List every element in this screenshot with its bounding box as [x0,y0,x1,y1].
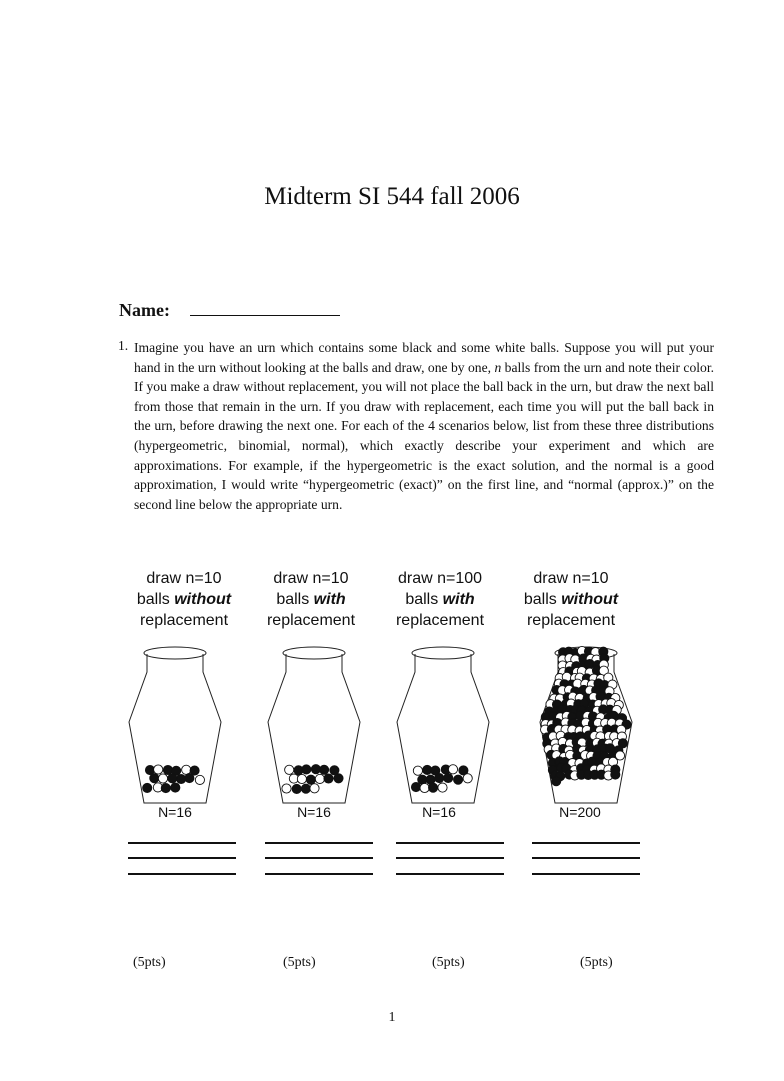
ball [177,774,186,783]
ball [315,774,324,783]
points-label: (5pts) [133,955,166,970]
ball [195,775,204,784]
ball [448,765,457,774]
ball [301,784,310,793]
ball [154,765,163,774]
scenario-line-3: replacement [139,612,229,629]
urn-2 [268,647,360,803]
ball [429,783,438,792]
question-text-part-1: Imagine you have an urn which contains some black and some white balls. Suppose you will put your hand in the urn without looking at the balls and draw, one by one, [134,340,714,375]
scenario-line-1: draw n=10 [533,570,609,587]
answer-line[interactable] [532,873,640,875]
scenario-line-2-emphasis: without [561,591,619,608]
scenario-line-3: replacement [526,612,616,629]
ball [444,773,453,782]
name-label: Name: [119,300,170,320]
ball [143,783,152,792]
urn-3 [397,647,489,803]
ball [310,784,319,793]
ball [150,774,159,783]
answer-line[interactable] [265,873,373,875]
urn-1 [129,647,221,803]
n-symbol: n [494,359,502,375]
points-label: (5pts) [432,955,465,970]
ball [158,774,167,783]
urn-size-label: N=200 [559,804,601,820]
ball [297,774,306,783]
scenario-line-2-emphasis: with [313,591,346,608]
scenario-line-2-prefix: balls [405,591,443,608]
urn-4 [540,646,632,803]
answer-line[interactable] [128,842,236,844]
ball [552,777,561,786]
ball [334,774,343,783]
page-number: 1 [388,1010,396,1025]
answer-line[interactable] [265,857,373,859]
ball [163,765,172,774]
ball [292,784,301,793]
ball [182,765,191,774]
ball [320,765,329,774]
ball [161,784,170,793]
scenario-line-3: replacement [395,612,485,629]
ball [306,775,315,784]
ball [302,765,311,774]
urn-size-label: N=16 [158,804,192,820]
ball [285,765,294,774]
ball [411,783,420,792]
scenario-line-1: draw n=10 [273,570,349,587]
scenario-line-1: draw n=10 [146,570,222,587]
points-label: (5pts) [283,955,316,970]
answer-line[interactable] [532,842,640,844]
scenario-line-1: draw n=100 [397,570,483,587]
urn-size-label: N=16 [297,804,331,820]
urn-size-label: N=16 [422,804,456,820]
scenario-line-3: replacement [266,612,356,629]
ball [282,784,291,793]
scenario-line-2-emphasis: without [174,591,232,608]
ball [438,783,447,792]
ball [420,783,429,792]
ball [171,783,180,792]
answer-line[interactable] [265,842,373,844]
question-text-part-2: balls from the urn and note their color. If you make a draw without replacement, you will not place the ball back in the urn, but draw the next ball from those that remain in the urn. If you draw with replacement, each time you will put the ball back in the urn, before drawing the next one. For each of the 4 scenarios below, list from these three distributions (hypergeometric, binomial, normal), which exactly describe your experiment and which are approximations. For example, if the hypergeometric is the exact solution, and the normal is a good approximation, I would write “hypergeometric (exact)” on the first line, and “normal (approx.)” on the second line below the appropriate urn. [134,359,715,512]
ball [324,774,333,783]
answer-line[interactable] [396,857,504,859]
ball [435,774,444,783]
answer-line[interactable] [128,857,236,859]
ball [611,770,620,779]
question-number: 1. [118,338,129,353]
answer-line[interactable] [396,873,504,875]
ball [463,774,472,783]
answer-line[interactable] [128,873,236,875]
page-title: Midterm SI 544 fall 2006 [264,183,520,210]
answer-line[interactable] [396,842,504,844]
scenario-line-2-prefix: balls [136,591,175,608]
points-label: (5pts) [580,955,613,970]
scenario-line-2-prefix: balls [276,591,314,608]
scenario-line-2-prefix: balls [523,591,562,608]
answer-line[interactable] [532,857,640,859]
ball [454,775,463,784]
ball [185,774,194,783]
ball [413,766,422,775]
scenario-line-2-emphasis: with [442,591,475,608]
ball [168,774,177,783]
